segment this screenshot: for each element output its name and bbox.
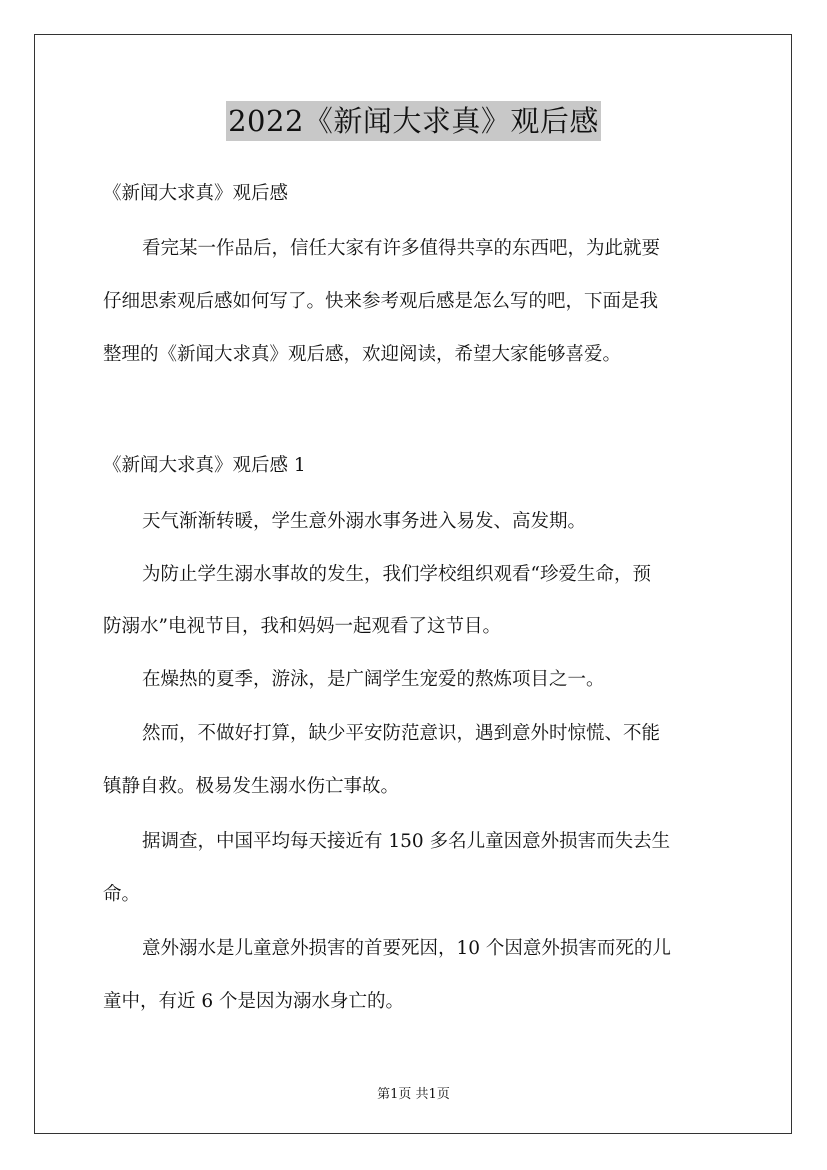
paragraph-line: 然而，不做好打算，缺少平安防范意识，遇到意外时惊慌、不能 — [142, 723, 661, 744]
paragraph-line: 镇静自救。极易发生溺水伤亡事故。 — [103, 776, 400, 797]
paragraph-line: 据调查，中国平均每天接近有 150 多名儿童因意外损害而失去生 — [142, 831, 671, 852]
paragraph-line: 为防止学生溺水事故的发生，我们学校组织观看“珍爱生命，预 — [142, 564, 651, 585]
section-heading: 《新闻大求真》观后感 1 — [103, 455, 306, 476]
paragraph-line: 命。 — [103, 884, 141, 905]
paragraph-line: 天气渐渐转暖，学生意外溺水事务进入易发、高发期。 — [142, 511, 587, 532]
document-subtitle: 《新闻大求真》观后感 — [103, 183, 289, 204]
page-number: 第1页 共1页 — [377, 1087, 450, 1102]
intro-line: 仔细思索观后感如何写了。快来参考观后感是怎么写的吧，下面是我 — [103, 291, 659, 312]
paragraph-line: 在燥热的夏季，游泳，是广阔学生宠爱的熬炼项目之一。 — [142, 669, 605, 690]
paragraph-line: 防溺水”电视节目，我和妈妈一起观看了这节目。 — [103, 616, 501, 637]
intro-line: 整理的《新闻大求真》观后感，欢迎阅读，希望大家能够喜爱。 — [103, 344, 622, 365]
intro-line: 看完某一作品后，信任大家有许多值得共享的东西吧，为此就要 — [142, 238, 661, 259]
title-container — [0, 101, 827, 141]
document-title: 2022《新闻大求真》观后感 — [226, 101, 601, 141]
paragraph-line: 童中，有近 6 个是因为溺水身亡的。 — [103, 991, 405, 1012]
paragraph-line: 意外溺水是儿童意外损害的首要死因，10 个因意外损害而死的儿 — [142, 938, 671, 959]
